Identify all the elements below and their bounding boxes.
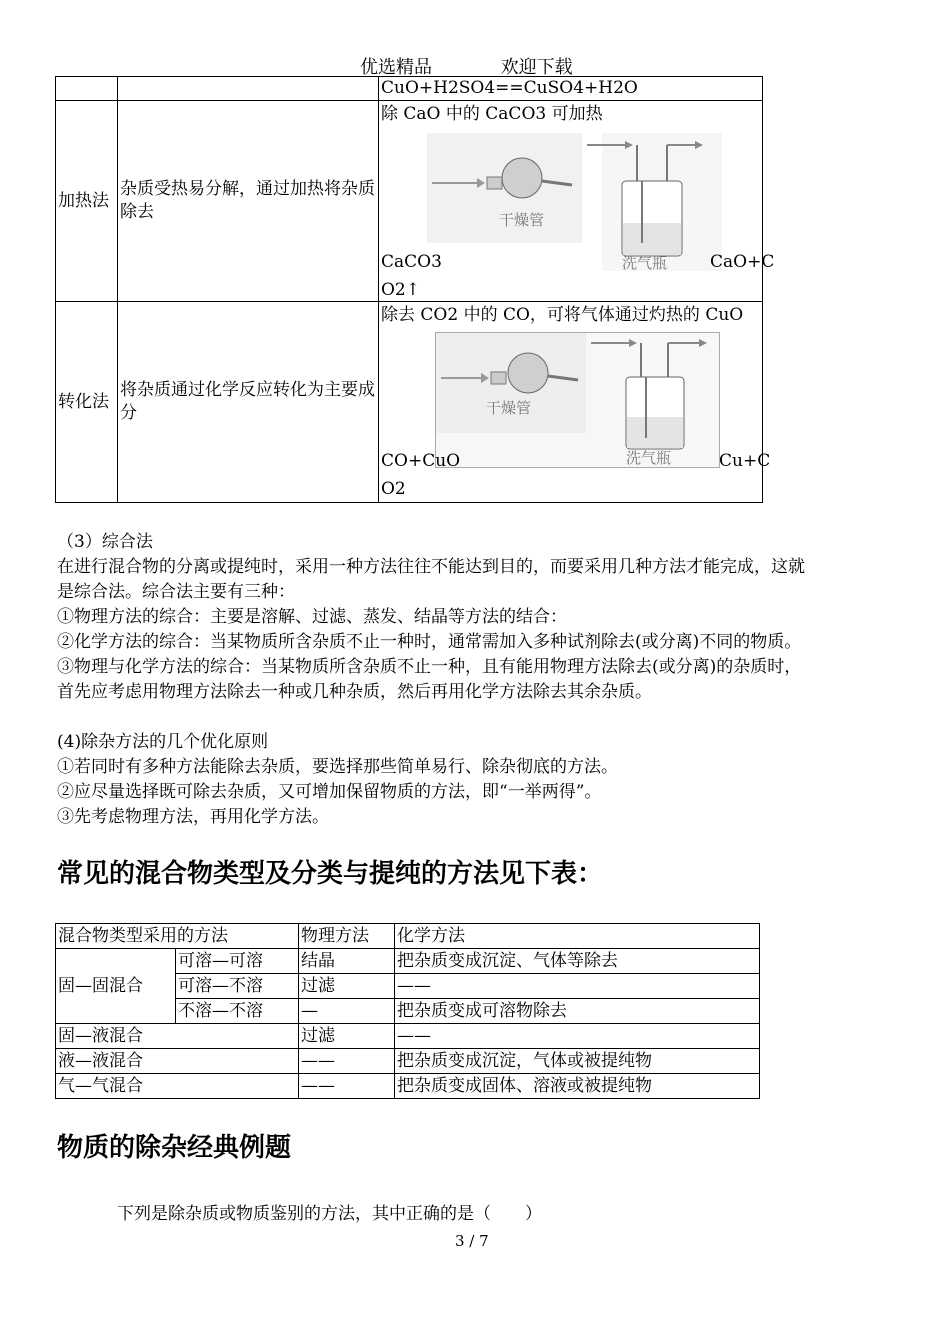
table-row [56,101,763,302]
table-row [56,77,763,101]
method-name: 加热法 [56,101,118,302]
reaction-equation: CuO+H2SO4==CuSO4+H2O [379,77,763,101]
physical-method: —— [299,1074,395,1099]
chemical-method: 把杂质变成沉淀、气体等除去 [395,949,760,974]
mixture-subtype: 不溶—不溶 [176,999,299,1024]
example-cell [379,101,775,301]
page-number: 3 / 7 [455,1232,489,1250]
method-name: 转化法 [56,302,118,503]
section-3-line: ①物理方法的综合：主要是溶解、过滤、蒸发、结晶等方法的结合： [57,607,567,627]
section-heading: 物质的除杂经典例题 [57,1133,292,1163]
section-3-line: ②化学方法的综合：当某物质所含杂质不止一种时，通常需加入多种试剂除去(或分离)不同的物质。 [57,632,802,652]
column-header: 物理方法 [299,924,395,949]
physical-method: —— [299,1049,395,1074]
physical-method: 过滤 [299,974,395,999]
mixture-subtype: 可溶—可溶 [176,949,299,974]
svg-text:干燥管: 干燥管 [499,211,545,229]
chemical-method: 把杂质变成固体、溶液或被提纯物 [395,1074,760,1099]
product-formula-tail: O2↑ [381,280,420,300]
drying-tube-wash-bottle-diagram [427,133,722,271]
mixture-type: 固—液混合 [56,1024,299,1049]
table-row [56,1049,760,1074]
table-cell [56,77,118,101]
svg-text:洗气瓶: 洗气瓶 [622,254,668,271]
mixture-table [55,923,760,1099]
chemical-method: —— [395,974,760,999]
physical-method: 过滤 [299,1024,395,1049]
section-3-line: 是综合法。综合法主要有三种： [57,582,295,602]
reactant-formula: CaCO3 [381,252,442,272]
physical-method: — [299,999,395,1024]
chemical-method: 把杂质变成可溶物除去 [395,999,760,1024]
section-4-line: ③先考虑物理方法，再用化学方法。 [57,807,329,827]
section-4-line: ①若同时有多种方法能除去杂质，要选择那些简单易行、除杂彻底的方法。 [57,757,618,777]
reactant-formula: CO+CuO [381,451,461,471]
svg-text:洗气瓶: 洗气瓶 [626,449,672,467]
question-text: 下列是除杂质或物质鉴别的方法，其中正确的是（ ） [117,1204,542,1224]
product-formula: CaO+C [710,252,775,272]
svg-text:干燥管: 干燥管 [486,399,532,417]
method-table [55,76,775,503]
mixture-type: 固—固混合 [56,949,176,1024]
section-3-line: ③物理与化学方法的综合：当某物质所含杂质不止一种，且有能用物理方法除去(或分离)的杂质时， [57,657,802,677]
table-cell [118,77,379,101]
physical-method: 结晶 [299,949,395,974]
section-3-line: 首先应考虑用物理方法除去一种或几种杂质，然后再用化学方法除去其余杂质。 [57,682,652,702]
table-row [56,1074,760,1099]
mixture-type: 气—气混合 [56,1074,299,1099]
section-4-title: (4)除杂方法的几个优化原则 [57,732,269,752]
apparatus-figure [427,133,722,271]
mixture-type: 液—液混合 [56,1049,299,1074]
example-cell [379,302,771,502]
section-heading: 常见的混合物类型及分类与提纯的方法见下表： [57,859,604,889]
mixture-subtype: 可溶—不溶 [176,974,299,999]
apparatus-figure [435,332,720,468]
table-header-row [56,924,760,949]
section-4-line: ②应尽量选择既可除去杂质，又可增加保留物质的方法，即“一举两得”。 [57,782,602,802]
example-text: 除去 CO2 中的 CO，可将气体通过灼热的 CuO [381,305,744,325]
section-3-line: 在进行混合物的分离或提纯时，采用一种方法往往不能达到目的，而要采用几种方法才能完成，这就 [57,557,805,577]
column-header: 混合物类型采用的方法 [56,924,299,949]
chemical-method: 把杂质变成沉淀，气体或被提纯物 [395,1049,760,1074]
table-row [56,302,763,503]
page-header: 优选精品 欢迎下载 [360,57,573,78]
table-row [56,949,760,974]
method-description: 将杂质通过化学反应转化为主要成分 [118,302,379,503]
example-text: 除 CaO 中的 CaCO3 可加热 [381,104,603,124]
table-row [56,1024,760,1049]
product-formula: Cu+C [719,451,771,471]
column-header: 化学方法 [395,924,760,949]
drying-tube-wash-bottle-diagram [436,333,719,467]
product-formula-tail: O2 [381,479,406,499]
section-3-title: （3）综合法 [57,532,153,552]
method-description: 杂质受热易分解，通过加热将杂质除去 [118,101,379,302]
chemical-method: —— [395,1024,760,1049]
